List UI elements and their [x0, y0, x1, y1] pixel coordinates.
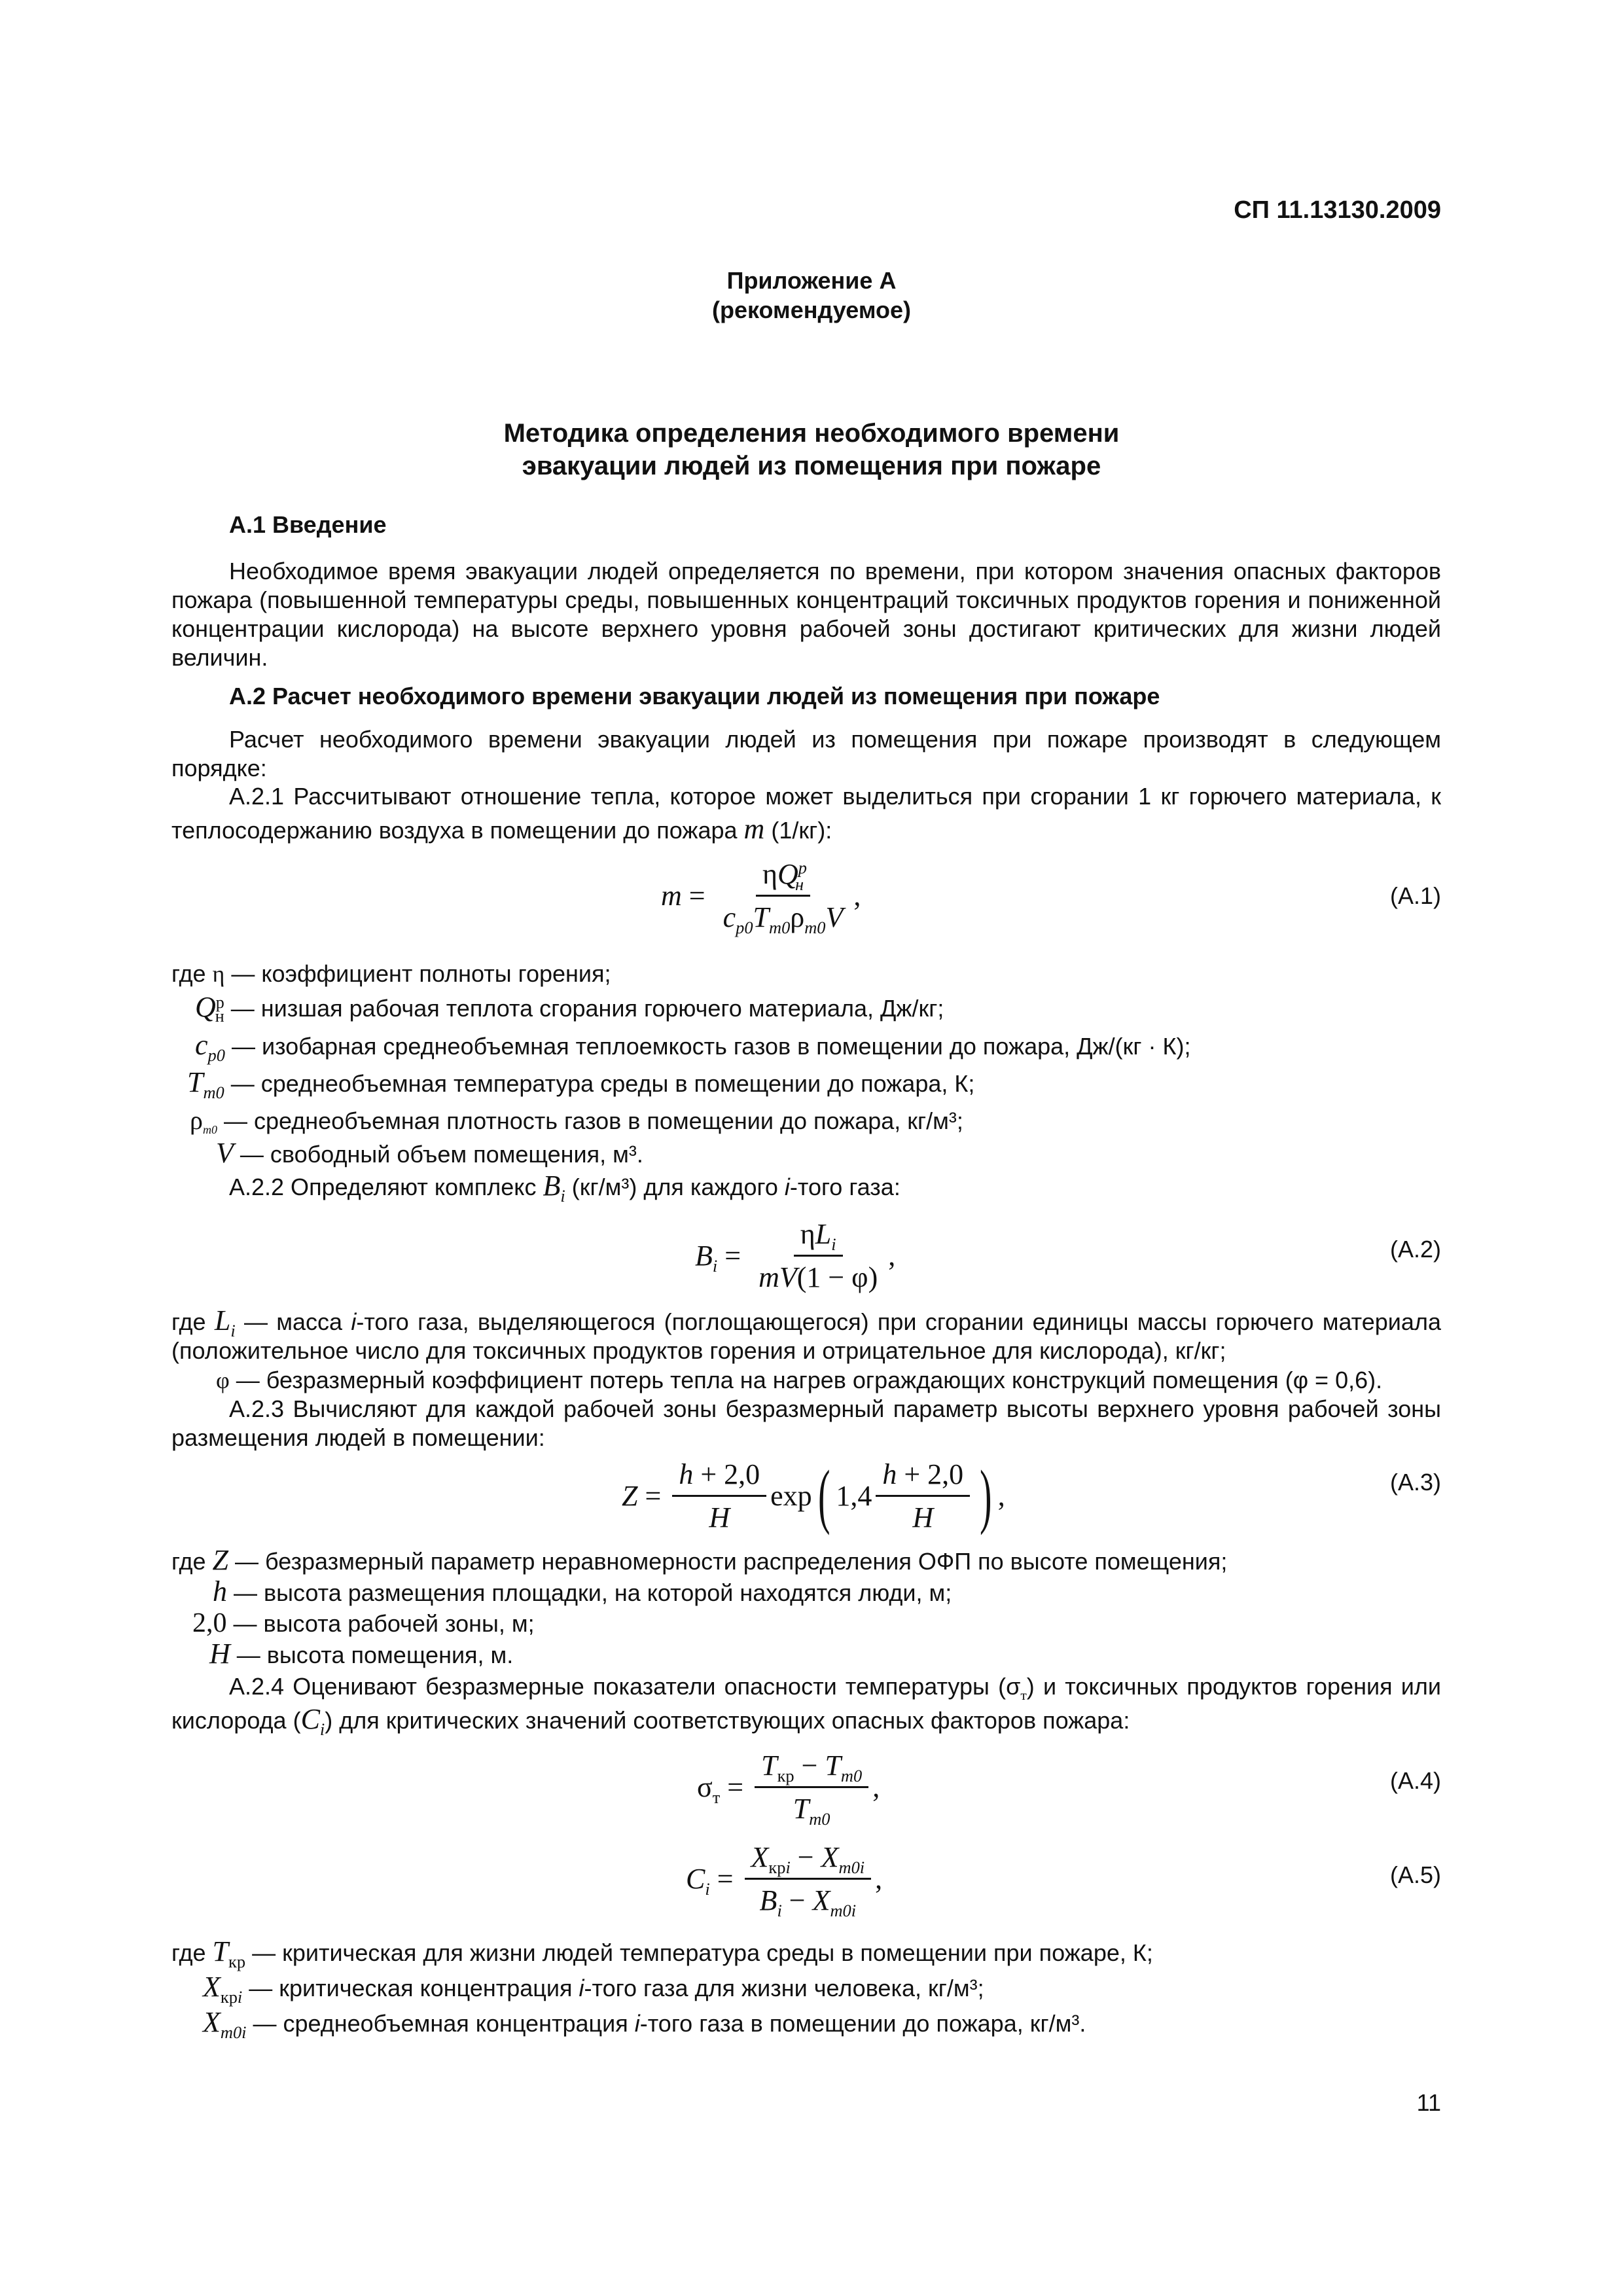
main-title-line1: Методика определения необходимого времени — [503, 419, 1120, 448]
section-a24: А.2.4 Оценивают безразмерные показатели опасности температуры $(\sigma_т)$ и токсичных продуктов горения или кислорода $(C_i)$ для критических значений соответствующих опасных факторов пожара: — [171, 1673, 1441, 1739]
doc-code: СП 11.13130.2009 — [1234, 196, 1441, 224]
section-a1-heading: А.1 Введение — [229, 511, 387, 538]
symbol-m: m — [743, 813, 765, 845]
a21-text: А.2.1 Рассчитывают отношение тепла, которое может выделиться при сгорании 1 кг горючего материала, к теплосодержанию воздуха в помещении до пожара — [171, 783, 1441, 844]
where3-z: где Z — безразмерный параметр неравномерности распределения ОФП по высоте помещения; — [171, 1544, 1228, 1576]
equation-a1-label: (А.1) — [1389, 882, 1441, 909]
a21-tail: (1/кг): — [771, 817, 832, 844]
equation-a4: $\sigma_т$ = $\frac{T_{кр} - T_{m0}}{T_{m0}}$ , — [697, 1749, 880, 1829]
where2-phi: φ — безразмерный коэффициент потерь тепла на нагрев ограждающих конструкций помещения (φ = 0,6). — [216, 1367, 1383, 1393]
where3-bigh: H — высота помещения, м. — [209, 1638, 514, 1670]
where5-xkri: $X_{крi}$ — критическая концентрация i-того газа для жизни человека, кг/м³; — [203, 1971, 984, 2007]
where1-rho: $\rho_{m0}$ — среднеобъемная плотность газов в помещении до пожара, кг/м³; — [190, 1105, 963, 1136]
section-a2-heading: А.2 Расчет необходимого времени эвакуации людей из помещения при пожаре — [229, 683, 1160, 709]
equation-a3: Z = $\frac{h + 2,0}{H}$ exp ( 1,4 $\frac{h + 2,0}{H}$ ) , — [622, 1456, 1005, 1535]
equation-a2: $B_i$ = $\frac{\eta L_i}{mV(1 - \varphi)}$ , — [695, 1218, 896, 1293]
a1-text: Необходимое время эвакуации людей определяется по времени, при котором значения опасных факторов пожара (повышенной температуры среды, повышенных концентраций токсичных продуктов горения и пониженной концентрации кислорода) на высоте верхнего уровня рабочей зоны достигают критических для жизни людей величин. — [171, 558, 1441, 671]
appendix-title: Приложение А — [726, 267, 897, 294]
section-a23: А.2.3 Вычисляют для каждой рабочей зоны безразмерный параметр высоты верхнего уровня рабочей зоны размещения людей в помещении: — [171, 1395, 1441, 1451]
equation-a2-label: (А.2) — [1389, 1236, 1441, 1263]
main-title-line2: эвакуации людей из помещения при пожаре — [522, 452, 1101, 480]
section-a1-paragraph — [171, 557, 1441, 672]
page-number: 11 — [1416, 2089, 1441, 2116]
equation-a1: m = $\frac{\eta Q^р_н}{c_{p0}T_{m0}\rho_{m0}V}$ , — [661, 857, 861, 937]
appendix-subtitle: (рекомендуемое) — [712, 296, 911, 323]
where3-h: h — высота размещения площадки, на которой находятся люди, м; — [213, 1575, 952, 1607]
where1-q: $Q^р_н$ — низшая рабочая теплота сгорания горючего материала, Дж/кг; — [195, 991, 944, 1026]
section-a22: А.2.2 Определяют комплекс $B_i$ (кг/м³) для каждого i-того газа: — [229, 1170, 901, 1206]
where3-20: 2,0 — высота рабочей зоны, м; — [192, 1608, 535, 1638]
section-a21 — [171, 780, 1441, 847]
equation-a3-label: (А.3) — [1389, 1469, 1441, 1496]
where2-li: где $L_i$ — масса i-того газа, выделяющегося (поглощающегося) при сгорании единицы массы горючего материала (положительное число для токсичных продуктов горения и отрицательное для кислорода), кг/кг; — [171, 1304, 1441, 1364]
where1-tm0: $T_{m0}$ — среднеобъемная температура среды в помещении до пожара, К; — [187, 1066, 975, 1102]
equation-a5: $C_i$ = $\frac{X_{крi} - X_{m0i}}{B_i - X_{m0i}}$ , — [686, 1841, 883, 1920]
where5-tkr: где $T_{кр}$ — критическая для жизни людей температура среды в помещении при пожаре, К; — [171, 1935, 1153, 1971]
where1-v: V — свободный объем помещения, м³. — [216, 1137, 643, 1169]
a2-intro-text: Расчет необходимого времени эвакуации людей из помещения при пожаре производят в следующем порядке: — [171, 726, 1441, 781]
where1-eta: где η — коэффициент полноты горения; — [171, 960, 611, 987]
where5-xm0i: $X_{m0i}$ — среднеобъемная концентрация i-того газа в помещении до пожара, кг/м³. — [203, 2006, 1086, 2042]
section-a2-intro — [171, 725, 1441, 783]
equation-a5-label: (А.5) — [1389, 1861, 1441, 1888]
equation-a4-label: (А.4) — [1389, 1767, 1441, 1794]
where1-cp0: $c_{p0}$ — изобарная среднеобъемная теплоемкость газов в помещении до пожара, Дж/(кг · К); — [195, 1029, 1191, 1065]
